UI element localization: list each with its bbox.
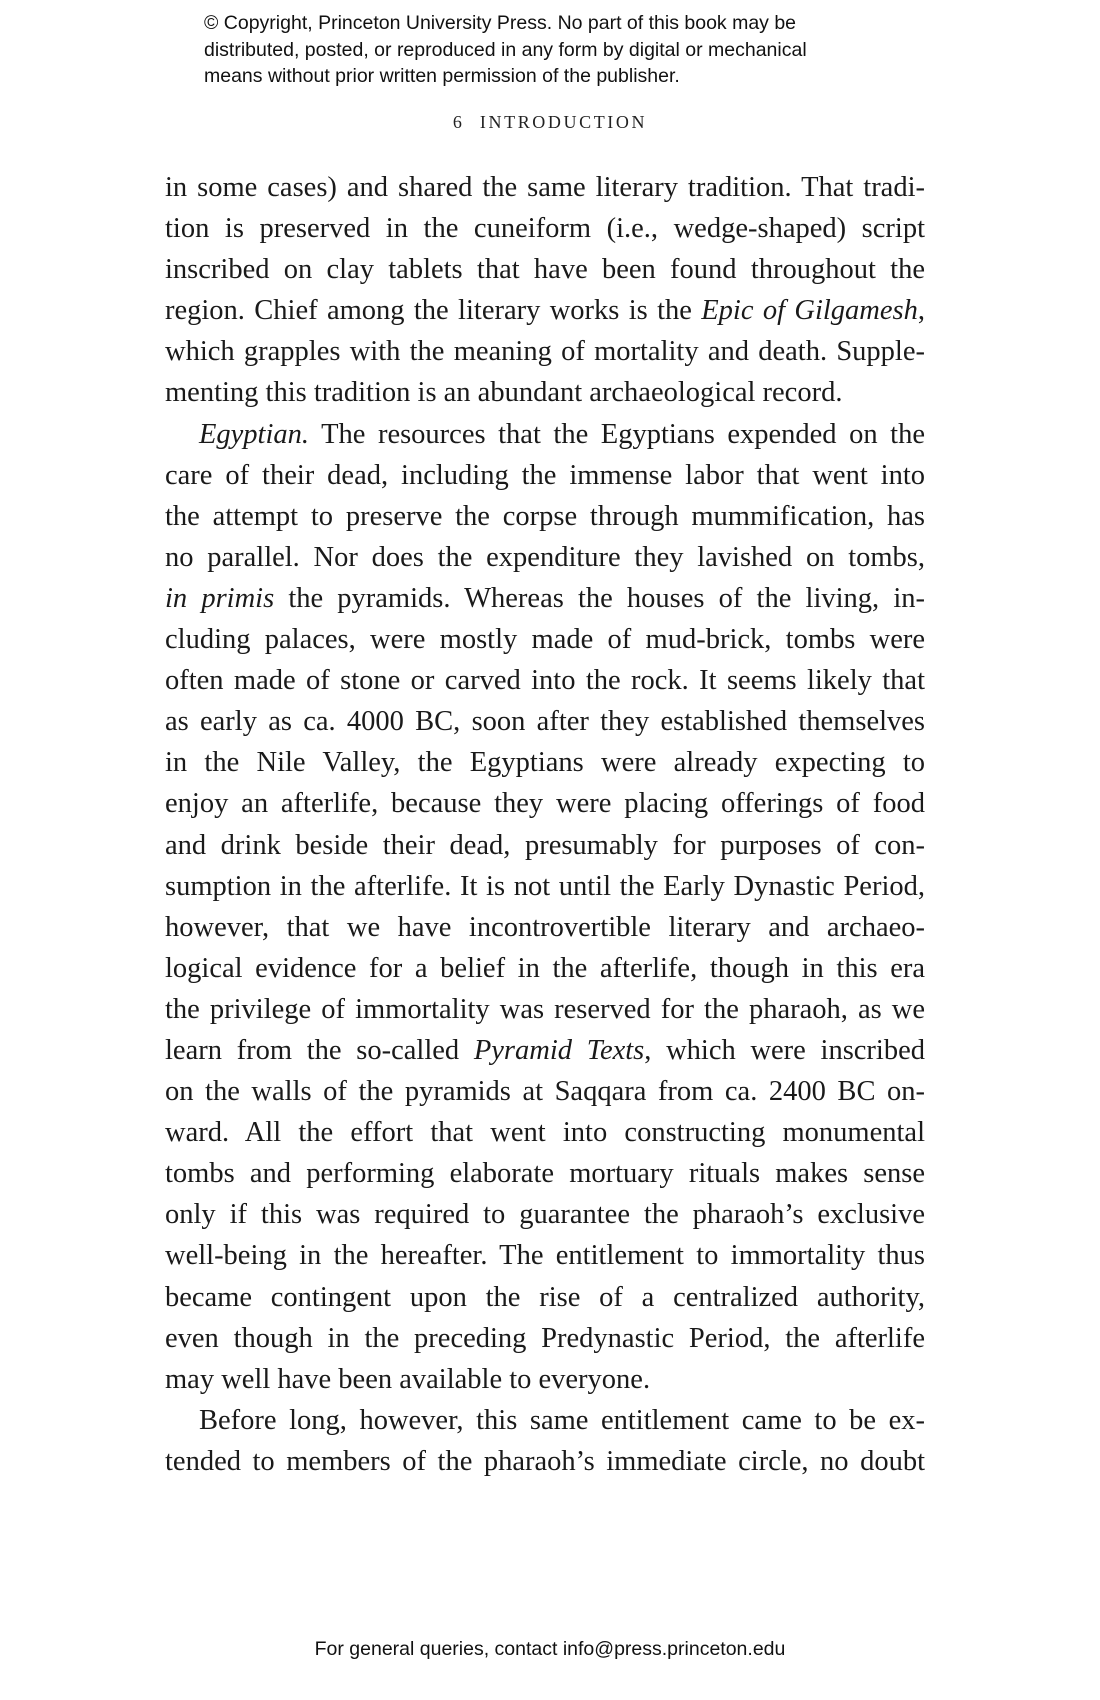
text-segment: may well have been available to everyone.	[165, 1363, 651, 1395]
text-segment: menting this tradition is an abundant archaeological record.	[165, 377, 843, 409]
text-line	[165, 414, 925, 455]
page-number: 6	[452, 112, 462, 132]
text-line	[165, 989, 925, 1030]
text-segment: no parallel. Nor does the expenditure they lavished on tombs,	[165, 541, 925, 573]
text-line	[165, 1194, 925, 1235]
footer-contact: For general queries, contact info@press.princeton.edu	[314, 1638, 786, 1660]
text-line	[165, 1400, 925, 1441]
text-segment: and drink beside their dead, presumably for purposes of con-	[165, 829, 925, 861]
text-line	[165, 372, 925, 413]
copyright-line: distributed, posted, or reproduced in any form by digital or mechanical	[204, 38, 807, 61]
text-line	[165, 701, 925, 742]
text-segment: which grapples with the meaning of mortality and death. Supple-	[165, 336, 925, 368]
text-segment: enjoy an afterlife, because they were placing offerings of food	[165, 788, 925, 820]
text-line	[165, 167, 925, 208]
text-line	[165, 249, 925, 290]
text-line	[165, 1153, 925, 1194]
text-line	[165, 619, 925, 660]
text-segment: in the Nile Valley, the Egyptians were already expecting to	[165, 747, 925, 779]
text-line	[165, 331, 925, 372]
copyright-line: © Copyright, Princeton University Press. No part of this book may be	[204, 12, 797, 34]
text-segment: ward. All the effort that went into constructing monumental	[165, 1117, 925, 1149]
italic-text: Pyramid Texts	[473, 1034, 645, 1066]
text-segment: only if this was required to guarantee the pharaoh’s exclusive	[165, 1199, 925, 1231]
text-segment: sumption in the afterlife. It is not until the Early Dynastic Period,	[165, 870, 925, 902]
text-segment: The resources that the Egyptians expended on the	[309, 418, 925, 450]
text-line	[165, 578, 925, 619]
chapter-title: INTRODUCTION	[479, 112, 648, 132]
italic-text: Epic of Gilgamesh	[701, 295, 918, 327]
text-segment: the privilege of immortality was reserved for the pharaoh, as we	[165, 993, 925, 1025]
text-line	[165, 783, 925, 824]
body-text	[165, 167, 925, 1482]
text-line	[165, 907, 925, 948]
text-line	[165, 208, 925, 249]
text-segment: cluding palaces, were mostly made of mud-brick, tombs were	[165, 624, 925, 656]
italic-text: in primis	[165, 582, 275, 614]
text-line	[165, 537, 925, 578]
text-line	[165, 1071, 925, 1112]
text-line	[165, 825, 925, 866]
text-segment: tion is preserved in the cuneiform (i.e., wedge-shaped) script	[165, 213, 925, 245]
text-segment: however, that we have incontrovertible literary and archaeo-	[165, 911, 925, 943]
text-segment: tombs and performing elaborate mortuary rituals makes sense	[165, 1158, 925, 1190]
text-segment: became contingent upon the rise of a centralized authority,	[165, 1281, 925, 1313]
text-line	[165, 1030, 925, 1071]
text-segment: ,	[917, 295, 925, 327]
text-line	[165, 1112, 925, 1153]
text-segment: often made of stone or carved into the rock. It seems likely that	[165, 665, 925, 697]
text-line	[165, 1235, 925, 1276]
italic-text: Egyptian.	[199, 418, 310, 450]
text-segment: as early as ca. 4000 BC, soon after they established themselves	[165, 706, 925, 738]
text-segment: tended to members of the pharaoh’s immediate circle, no doubt	[165, 1445, 925, 1477]
running-head	[0, 112, 1100, 133]
text-segment: , which were inscribed	[644, 1034, 925, 1066]
text-segment: inscribed on clay tablets that have been found throughout the	[165, 254, 925, 286]
text-line	[165, 660, 925, 701]
text-line	[165, 455, 925, 496]
text-segment: well-being in the hereafter. The entitlement to immortality thus	[165, 1240, 925, 1272]
text-line	[165, 866, 925, 907]
text-line	[165, 1277, 925, 1318]
text-line	[165, 742, 925, 783]
copyright-notice	[204, 10, 807, 90]
copyright-line: means without prior written permission of the publisher.	[204, 65, 680, 87]
text-segment: care of their dead, including the immense labor that went into	[165, 459, 925, 491]
text-line	[165, 1359, 925, 1400]
text-line	[165, 290, 925, 331]
text-segment: in some cases) and shared the same literary tradition. That tradi-	[165, 172, 925, 203]
text-segment: on the walls of the pyramids at Saqqara from ca. 2400 BC on-	[165, 1076, 925, 1108]
text-segment: learn from the so-called	[165, 1034, 474, 1066]
text-segment: the attempt to preserve the corpse through mummification, has	[165, 500, 925, 532]
text-line	[165, 1441, 925, 1482]
text-segment: region. Chief among the literary works is the	[165, 295, 702, 327]
text-line	[165, 1318, 925, 1359]
text-segment: even though in the preceding Predynastic Period, the afterlife	[165, 1322, 925, 1354]
text-line	[165, 496, 925, 537]
text-line	[165, 948, 925, 989]
text-segment: logical evidence for a belief in the afterlife, though in this era	[165, 952, 925, 984]
text-segment: Before long, however, this same entitlement came to be ex-	[199, 1404, 925, 1436]
text-segment: the pyramids. Whereas the houses of the living, in-	[274, 582, 925, 614]
